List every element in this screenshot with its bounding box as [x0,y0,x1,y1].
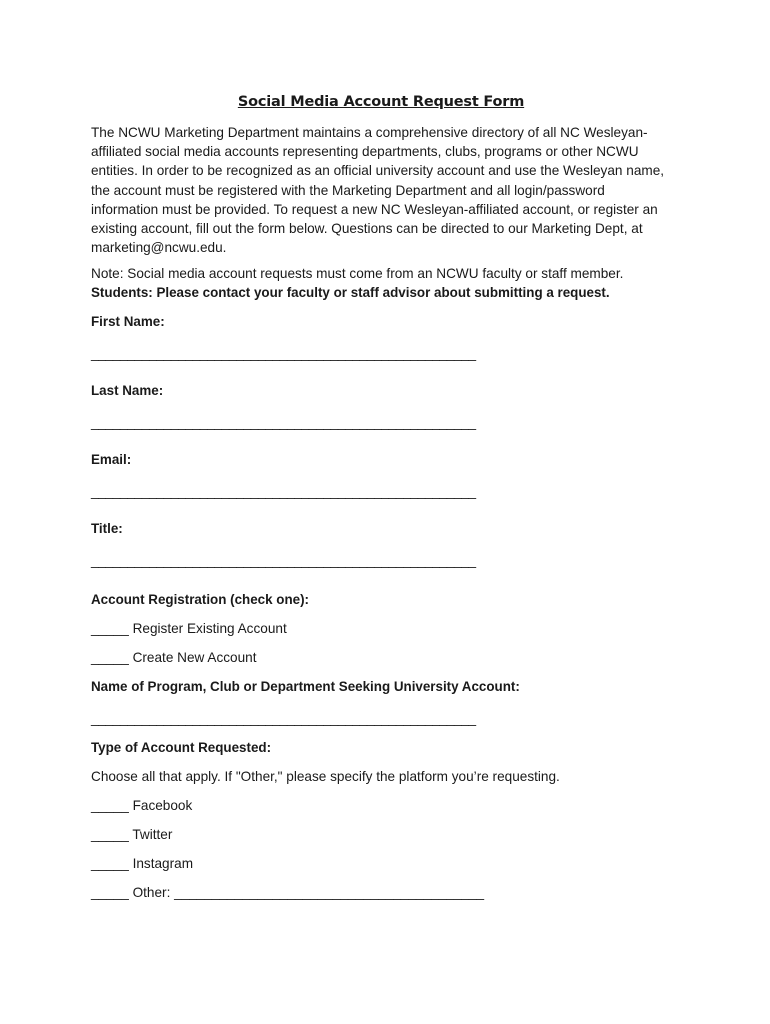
account-type-label: Type of Account Requested: [91,740,272,756]
last-name-input[interactable]: _____________________________________________________ [91,415,476,431]
intro-paragraph: The NCWU Marketing Department maintains a comprehensive directory of all NC Wesleyan-affiliated social media accounts representing departments, clubs, programs or other NCWU entities. In order to be recognized as an official university account and use the Wesleyan name, the account must be registered with the Marketing Department and all login/password information must be provided. To request a new NC Wesleyan-affiliated account, or register an existing account, fill out the form below. Questions can be directed to our Marketing Dept, at marketing@ncwu.edu. [91,125,665,256]
program-label: Name of Program, Club or Department Seeking University Account: [91,679,520,695]
other-option[interactable]: _____ Other: _________________________________________ [91,885,485,901]
registration-section [91,590,671,667]
title-input[interactable]: _____________________________________________________ [91,553,476,569]
instagram-option[interactable]: _____ Instagram [91,856,194,872]
facebook-option[interactable]: _____ Facebook [91,798,193,814]
email-label: Email: [91,452,132,468]
title-label: Title: [91,521,123,537]
account-type-instructions: Choose all that apply. If "Other," please specify the platform you’re requesting. [91,769,560,785]
email-input[interactable]: _____________________________________________________ [91,484,476,500]
create-new-option[interactable]: _____ Create New Account [91,650,257,666]
email-field [91,450,671,501]
last-name-label: Last Name: [91,383,164,399]
students-note: Students: Please contact your faculty or staff advisor about submitting a request. [91,285,610,301]
first-name-input[interactable]: _____________________________________________________ [91,346,476,362]
account-type-section [91,738,671,902]
register-existing-option[interactable]: _____ Register Existing Account [91,621,287,637]
last-name-field [91,381,671,432]
faculty-note: Note: Social media account requests must come from an NCWU faculty or staff member. [91,266,624,282]
form-title: Social Media Account Request Form [237,94,525,110]
registration-label: Account Registration (check one): [91,592,309,608]
program-input[interactable]: _____________________________________________________ [91,711,476,727]
first-name-field [91,312,671,363]
title-field [91,519,671,570]
twitter-option[interactable]: _____ Twitter [91,827,173,843]
first-name-label: First Name: [91,314,165,330]
form-page [91,94,671,902]
program-field [91,677,671,728]
